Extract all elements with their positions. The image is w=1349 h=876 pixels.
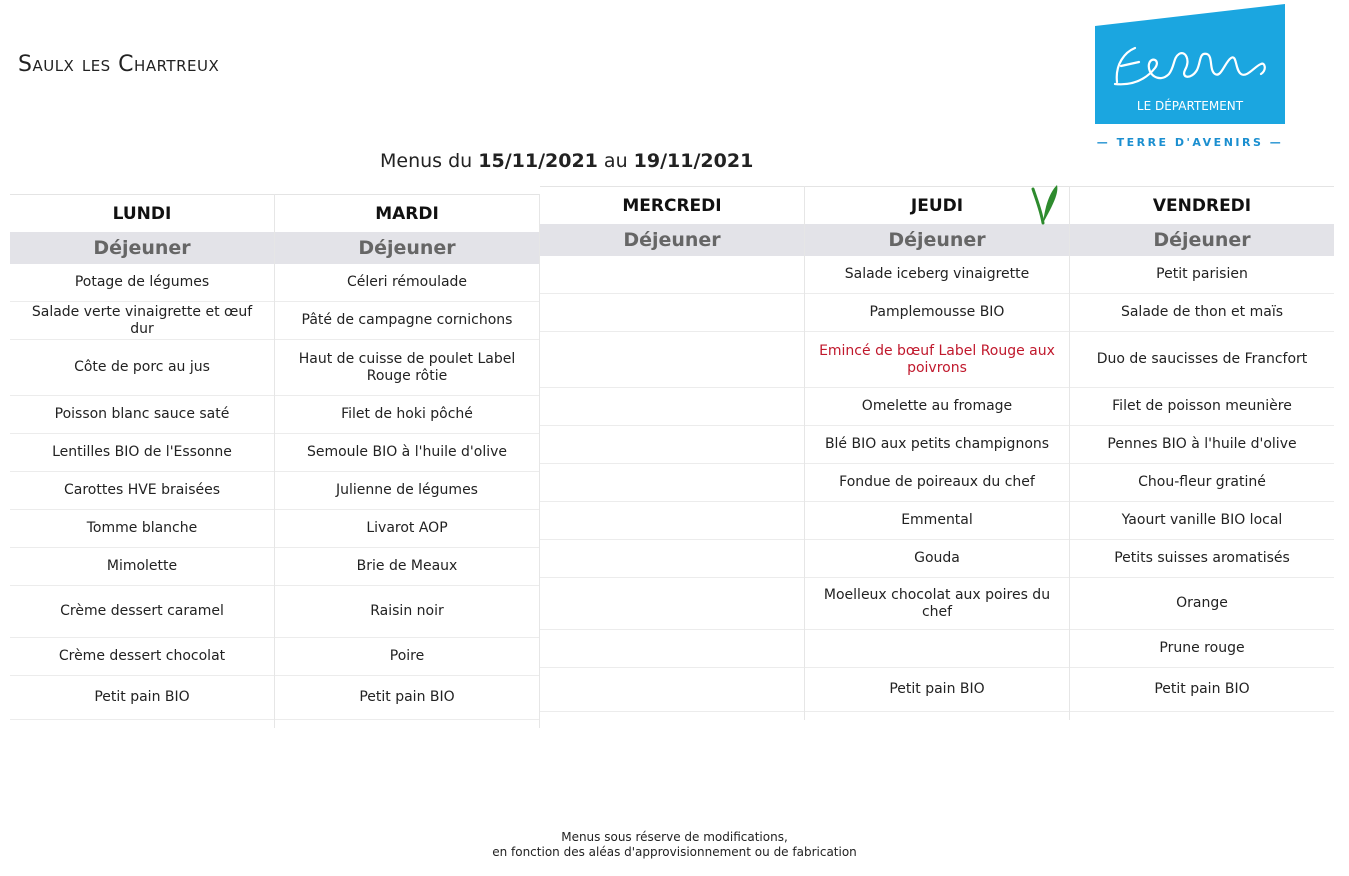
menu-item (540, 502, 804, 540)
day-name: JEUDI (910, 195, 964, 216)
menu-item (540, 464, 804, 502)
day-column-mardi (275, 194, 540, 728)
menu-item: Emincé de bœuf Label Rouge aux poivrons (805, 332, 1069, 388)
menu-item: Petit parisien (1070, 256, 1334, 294)
menu-item: Potage de légumes (10, 264, 274, 302)
menu-item: Julienne de légumes (275, 472, 539, 510)
day-name: VENDREDI (1152, 195, 1252, 216)
menu-item (540, 668, 804, 712)
menu-item: Salade iceberg vinaigrette (805, 256, 1069, 294)
menu-item (540, 630, 804, 668)
menu-item (540, 256, 804, 294)
menu-item: Petits suisses aromatisés (1070, 540, 1334, 578)
logo-tagline: — TERRE D'AVENIRS — (1096, 136, 1284, 149)
menu-item (805, 630, 1069, 668)
menu-item: Petit pain BIO (10, 676, 274, 720)
day-name: MERCREDI (622, 195, 722, 216)
menu-item: Pamplemousse BIO (805, 294, 1069, 332)
menu-item: Salade verte vinaigrette et œuf dur (10, 302, 274, 340)
day-column-vendredi (1070, 186, 1334, 720)
menu-item: Prune rouge (1070, 630, 1334, 668)
day-header (10, 194, 274, 232)
menu-item: Pennes BIO à l'huile d'olive (1070, 426, 1334, 464)
day-header (805, 186, 1069, 224)
menu-item: Raisin noir (275, 586, 539, 638)
day-column-lundi (10, 194, 275, 728)
menu-item: Chou-fleur gratiné (1070, 464, 1334, 502)
menu-item: Haut de cuisse de poulet Label Rouge rôtie (275, 340, 539, 396)
menu-item (540, 294, 804, 332)
day-header (540, 186, 804, 224)
meal-band: Déjeuner (275, 232, 539, 264)
menu-item: Salade de thon et maïs (1070, 294, 1334, 332)
menu-item: Céleri rémoulade (275, 264, 539, 302)
menu-item: Emmental (805, 502, 1069, 540)
menu-item (540, 388, 804, 426)
footer-note (0, 830, 1349, 860)
menu-item: Mimolette (10, 548, 274, 586)
menu-item: Tomme blanche (10, 510, 274, 548)
day-header (275, 194, 539, 232)
menu-item: Petit pain BIO (275, 676, 539, 720)
logo-subtitle: LE DÉPARTEMENT (1136, 99, 1244, 113)
footer-line-2: en fonction des aléas d'approvisionnement ou de fabrication (492, 845, 857, 859)
menu-item: Gouda (805, 540, 1069, 578)
essonne-logo (1095, 4, 1285, 124)
menu-item (540, 578, 804, 630)
meal-band: Déjeuner (805, 224, 1069, 256)
menu-item: Duo de saucisses de Francfort (1070, 332, 1334, 388)
menu-item: Fondue de poireaux du chef (805, 464, 1069, 502)
page-title (380, 150, 753, 172)
menu-item: Livarot AOP (275, 510, 539, 548)
title-end-date: 19/11/2021 (633, 150, 754, 172)
title-prefix: Menus du (380, 150, 479, 172)
menu-item: Carottes HVE braisées (10, 472, 274, 510)
menu-item: Poire (275, 638, 539, 676)
menu-item: Petit pain BIO (805, 668, 1069, 712)
menu-item (540, 332, 804, 388)
menu-item: Côte de porc au jus (10, 340, 274, 396)
day-header (1070, 186, 1334, 224)
title-start-date: 15/11/2021 (478, 150, 598, 172)
menu-item: Orange (1070, 578, 1334, 630)
menu-item: Crème dessert caramel (10, 586, 274, 638)
menu-item: Yaourt vanille BIO local (1070, 502, 1334, 540)
menu-item: Semoule BIO à l'huile d'olive (275, 434, 539, 472)
day-column-mercredi (540, 186, 805, 720)
menu-item: Filet de poisson meunière (1070, 388, 1334, 426)
meal-band: Déjeuner (1070, 224, 1334, 256)
footer-line-1: Menus sous réserve de modifications, (561, 830, 788, 844)
menu-item (540, 426, 804, 464)
menu-item: Pâté de campagne cornichons (275, 302, 539, 340)
menu-table (10, 186, 1334, 712)
menu-item (540, 540, 804, 578)
menu-item: Blé BIO aux petits champignons (805, 426, 1069, 464)
menu-item: Omelette au fromage (805, 388, 1069, 426)
day-column-jeudi (805, 186, 1070, 720)
menu-item: Moelleux chocolat aux poires du chef (805, 578, 1069, 630)
day-name: LUNDI (112, 203, 172, 224)
menu-item: Lentilles BIO de l'Essonne (10, 434, 274, 472)
meal-band: Déjeuner (10, 232, 274, 264)
menu-item: Brie de Meaux (275, 548, 539, 586)
day-name: MARDI (375, 203, 439, 224)
menu-item: Filet de hoki pôché (275, 396, 539, 434)
title-middle: au (597, 150, 634, 172)
meal-band: Déjeuner (540, 224, 804, 256)
leaf-icon (1027, 183, 1061, 230)
town-name: Saulx les Chartreux (18, 52, 220, 77)
menu-item: Crème dessert chocolat (10, 638, 274, 676)
menu-item: Petit pain BIO (1070, 668, 1334, 712)
menu-item: Poisson blanc sauce saté (10, 396, 274, 434)
